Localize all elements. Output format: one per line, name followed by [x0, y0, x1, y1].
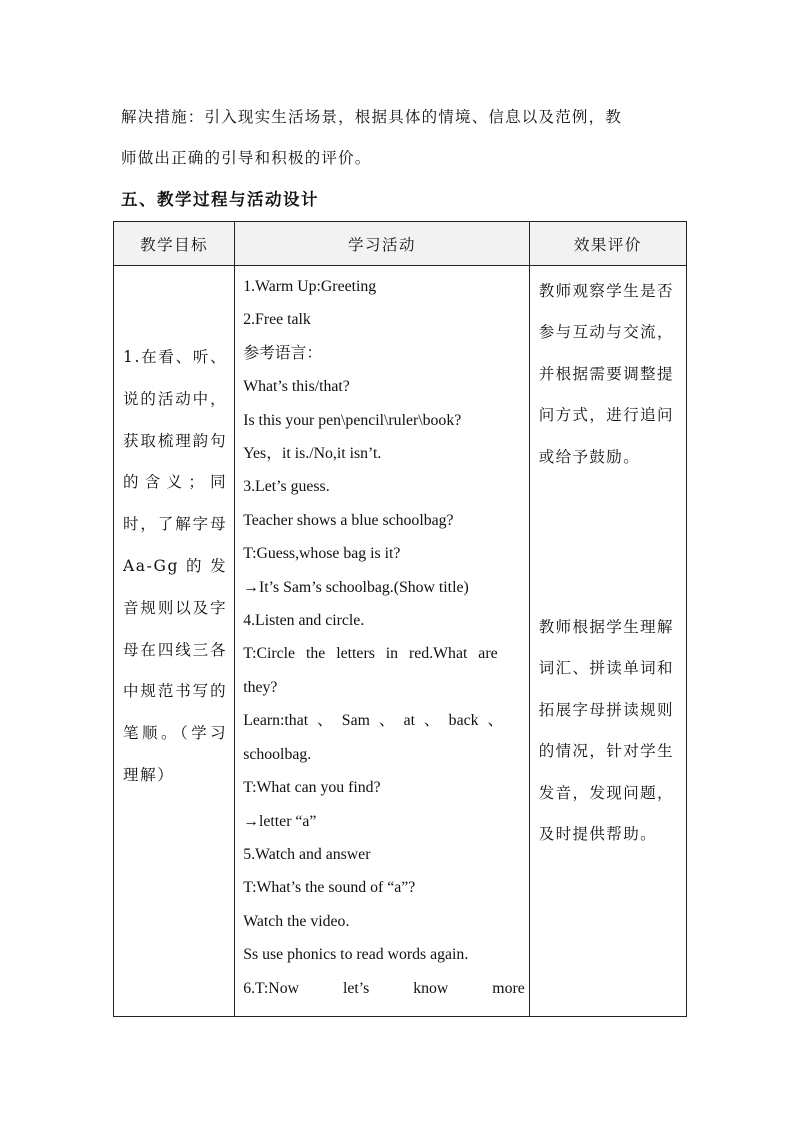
activity-line: 6.T:Now let’s know more — [243, 979, 525, 997]
goal-text: 1.在看、听、说的活动中，获取梳理韵句的含义；同时，了解字母Aa-Gg的发音规则以及字母在四线三各中规范书写的笔顺。（学习理解） — [123, 348, 228, 784]
activity-line: Is this your pen\pencil\ruler\book? — [243, 411, 462, 429]
evaluation-cell — [529, 266, 686, 1017]
section-title: 五、教学过程与活动设计 — [121, 190, 319, 209]
activity-line: 5.Watch and answer — [243, 845, 371, 863]
activity-line: 1.Warm Up:Greeting — [243, 278, 377, 295]
header-learning-activity: 学习活动 — [235, 222, 530, 266]
activity-line: T:What can you find? — [243, 779, 381, 797]
activity-line: Yes，it is./No,it isn’t. — [243, 445, 382, 463]
header-effect-evaluation: 效果评价 — [529, 222, 686, 266]
activity-design-table — [113, 221, 687, 1017]
activity-line: 3.Let’s guess. — [243, 478, 330, 496]
activity-line: Learn:that 、 Sam 、 at 、 back 、 — [243, 712, 504, 730]
activity-line: 4.Listen and circle. — [243, 612, 365, 630]
activity-line: T:What’s the sound of “a”? — [243, 879, 416, 897]
table-header-row — [114, 222, 687, 266]
goal-cell — [114, 266, 235, 1017]
activity-line: Teacher shows a blue schoolbag? — [243, 511, 454, 529]
evaluation-text-1: 教师观察学生是否参与互动与交流，并根据需要调整提问方式，进行追问或给予鼓励。 — [538, 282, 674, 466]
activity-line: T:Circle the letters in red.What are — [243, 645, 498, 663]
table-row — [114, 266, 687, 1017]
activity-line: they? — [243, 678, 278, 696]
activity-line: Ss use phonics to read words again. — [243, 946, 469, 964]
activity-line: 2.Free talk — [243, 311, 311, 329]
activity-line: 参考语言： — [243, 344, 323, 362]
activity-line: What’s this/that? — [243, 378, 350, 396]
intro-line-2: 师做出正确的引导和积极的评价。 — [121, 149, 372, 167]
activities-cell — [235, 266, 530, 1017]
activity-line: Watch the video. — [243, 912, 350, 930]
activity-line: T:Guess,whose bag is it? — [243, 545, 401, 563]
activities-list — [236, 267, 528, 1005]
activity-line: schoolbag. — [243, 745, 312, 763]
activity-line: →letter “a” — [243, 812, 317, 830]
activity-line: →It’s Sam’s schoolbag.(Show title) — [243, 578, 469, 596]
header-teaching-goal: 教学目标 — [114, 222, 235, 266]
evaluation-spacer — [531, 478, 685, 603]
intro-line-1: 解决措施：引入现实生活场景，根据具体的情境、信息以及范例，教 — [121, 108, 623, 126]
evaluation-text-2: 教师根据学生理解词汇、拼读单词和拓展字母拼读规则的情况，针对学生发音，发现问题，及时提供帮助。 — [538, 618, 674, 844]
